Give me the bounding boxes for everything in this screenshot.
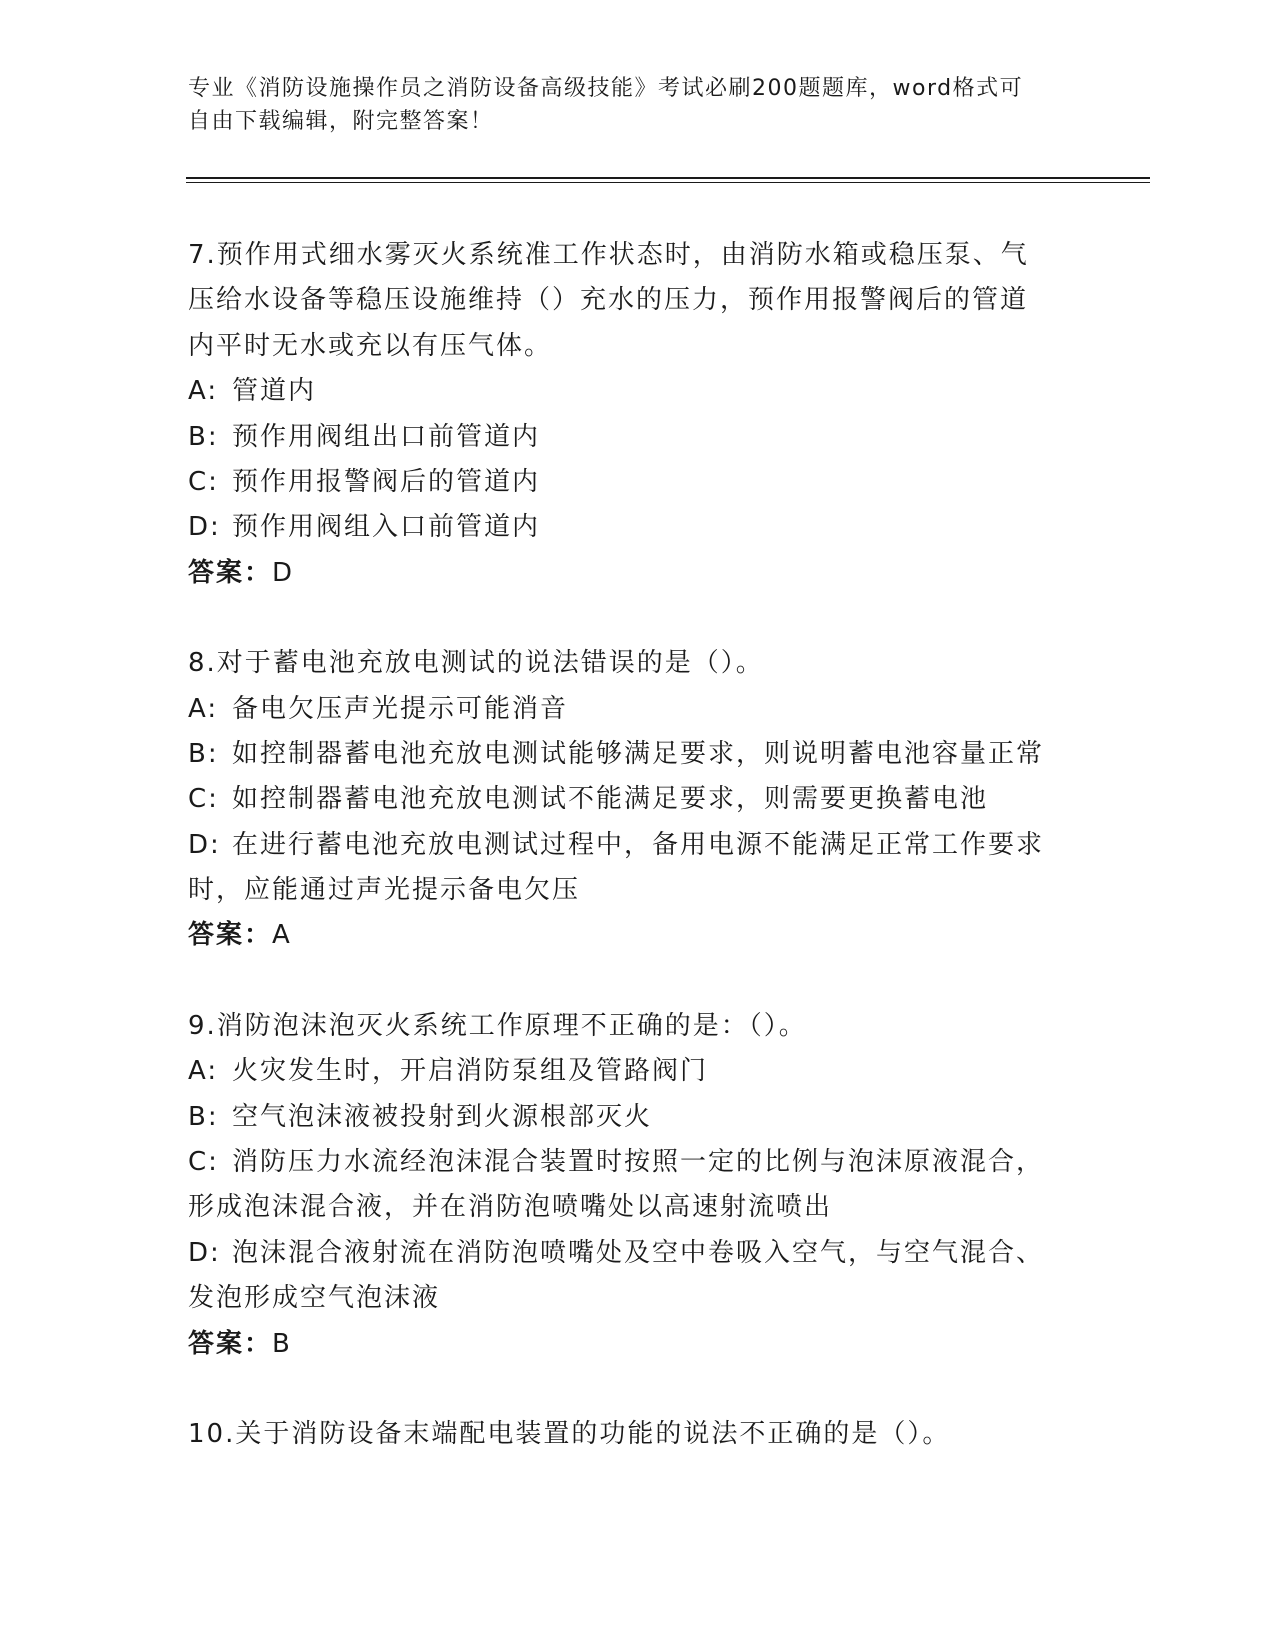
question-stem-line: 7.预作用式细水雾灭火系统准工作状态时，由消防水箱或稳压泵、气 — [188, 240, 1029, 270]
option-letter: B: — [188, 738, 219, 769]
option-letter: C: — [188, 1147, 219, 1178]
option-text: 火灾发生时，开启消防泵组及管路阀门 — [232, 1056, 709, 1087]
question-stem-line: 10.关于消防设备末端配电装置的功能的说法不正确的是（）。 — [188, 1418, 951, 1449]
document-header — [188, 72, 1068, 138]
option-b — [188, 732, 1088, 777]
option-d — [188, 1276, 1088, 1321]
option-text: 备电欠压声光提示可能消音 — [232, 693, 569, 724]
header-line-2: 自由下载编辑，附完整答案！ — [188, 109, 494, 134]
option-c — [188, 460, 1088, 505]
option-text: 预作用阀组出口前管道内 — [232, 421, 541, 452]
question-stem-line: 内平时无水或充以有压气体。 — [188, 330, 553, 361]
answer-label: 答案： — [188, 1328, 273, 1359]
option-letter: C: — [188, 784, 219, 815]
option-text: 预作用报警阀后的管道内 — [232, 466, 541, 497]
option-d — [188, 1231, 1088, 1276]
option-c — [188, 1140, 1088, 1185]
option-letter: B: — [188, 421, 219, 452]
option-letter: D: — [188, 1237, 221, 1268]
question-list — [188, 233, 1088, 1457]
question-stem-line: 9.消防泡沫泡灭火系统工作原理不正确的是：（）。 — [188, 1010, 807, 1041]
header-line-1: 专业《消防设施操作员之消防设备高级技能》考试必刷200题题库，word格式可 — [188, 76, 1024, 101]
option-text: 在进行蓄电池充放电测试过程中，备用电源不能满足正常工作要求 — [232, 829, 1045, 860]
option-text: 泡沫混合液射流在消防泡喷嘴处及空中卷吸入空气，与空气混合、 — [232, 1237, 1045, 1268]
option-b — [188, 1095, 1088, 1140]
answer-label: 答案： — [188, 557, 273, 588]
option-text: 管道内 — [232, 376, 317, 407]
answer-line — [188, 913, 1088, 958]
option-d — [188, 823, 1088, 868]
header-rule-thick — [186, 177, 1150, 179]
question-stem-line: 压给水设备等稳压设施维持（）充水的压力，预作用报警阀后的管道 — [188, 285, 1029, 316]
option-letter: D: — [188, 512, 221, 543]
option-letter: A: — [188, 693, 219, 724]
option-a — [188, 687, 1088, 732]
answer-value: D — [272, 557, 295, 588]
option-d — [188, 505, 1088, 550]
question-stem-line: 8.对于蓄电池充放电测试的说法错误的是（）。 — [188, 648, 764, 679]
option-a — [188, 1049, 1088, 1094]
option-a — [188, 369, 1088, 414]
option-text: 空气泡沫液被投射到火源根部灭火 — [232, 1101, 653, 1132]
option-text: 如控制器蓄电池充放电测试能够满足要求，则说明蓄电池容量正常 — [232, 738, 1045, 769]
option-c — [188, 1185, 1088, 1230]
question-3 — [188, 1004, 1088, 1367]
answer-line — [188, 551, 1088, 596]
answer-value: A — [272, 920, 292, 951]
question-2 — [188, 641, 1088, 959]
option-text: 时，应能通过声光提示备电欠压 — [188, 875, 581, 906]
option-letter: C: — [188, 466, 219, 497]
option-letter: A: — [188, 376, 219, 407]
option-text: 预作用阀组入口前管道内 — [232, 512, 541, 543]
option-b — [188, 415, 1088, 460]
answer-label: 答案： — [188, 920, 273, 951]
question-1 — [188, 233, 1088, 596]
option-letter: A: — [188, 1056, 219, 1087]
answer-value: B — [272, 1328, 292, 1359]
option-c — [188, 777, 1088, 822]
option-letter: D: — [188, 829, 221, 860]
header-rule-thin — [186, 182, 1150, 183]
option-text: 发泡形成空气泡沫液 — [188, 1283, 441, 1314]
answer-line — [188, 1322, 1088, 1367]
option-text: 如控制器蓄电池充放电测试不能满足要求，则需要更换蓄电池 — [232, 784, 989, 815]
option-text: 消防压力水流经泡沫混合装置时按照一定的比例与泡沫原液混合， — [232, 1147, 1045, 1178]
option-text: 形成泡沫混合液，并在消防泡喷嘴处以高速射流喷出 — [188, 1192, 833, 1223]
option-d — [188, 868, 1088, 913]
option-letter: B: — [188, 1101, 219, 1132]
question-4 — [188, 1412, 1088, 1457]
